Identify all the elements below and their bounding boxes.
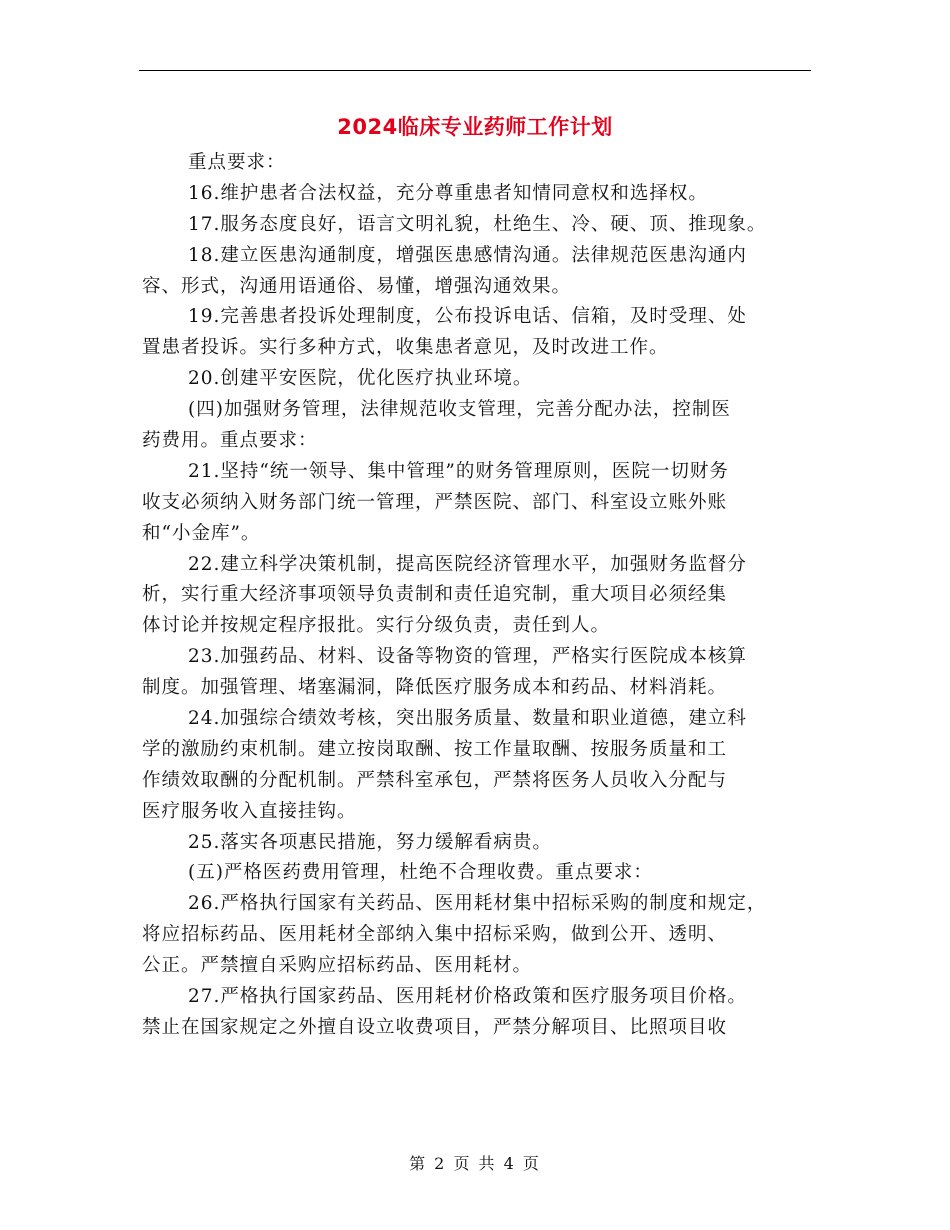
page-number-footer: 第 2 页 共 4 页 bbox=[409, 1154, 541, 1173]
body-line: 置患者投诉。实行多种方式，收集患者意见，及时改进工作。 bbox=[142, 337, 669, 359]
body-line: 16.维护患者合法权益，充分尊重患者知情同意权和选择权。 bbox=[188, 182, 708, 204]
body-line: 药费用。重点要求： bbox=[142, 430, 318, 452]
body-line: 作绩效取酬的分配机制。严禁科室承包，严禁将医务人员收入分配与 bbox=[142, 769, 728, 791]
body-line: 学的激励约束机制。建立按岗取酬、按工作量取酬、按服务质量和工 bbox=[142, 738, 728, 760]
header-rule bbox=[139, 70, 811, 71]
document-title: 2024临床专业药师工作计划 bbox=[337, 115, 613, 139]
body-line: 18.建立医患沟通制度，增强医患感情沟通。法律规范医患沟通内 bbox=[188, 244, 747, 266]
body-line: 21.坚持“统一领导、集中管理”的财务管理原则，医院一切财务 bbox=[188, 460, 729, 482]
body-line: 26.严格执行国家有关药品、医用耗材集中招标采购的制度和规定， bbox=[188, 893, 767, 915]
body-line: 析，实行重大经济事项领导负责制和责任追究制，重大项目必须经集 bbox=[142, 584, 728, 606]
body-line: 17.服务态度良好，语言文明礼貌，杜绝生、冷、硬、顶、推现象。 bbox=[188, 213, 767, 235]
body-line: 体讨论并按规定程序报批。实行分级负责，责任到人。 bbox=[142, 615, 611, 637]
body-line: (四)加强财务管理，法律规范收支管理，完善分配办法，控制医 bbox=[188, 399, 731, 421]
body-line: 27.严格执行国家药品、医用耗材价格政策和医疗服务项目价格。 bbox=[188, 986, 747, 1008]
body-line: 和“小金库”。 bbox=[142, 522, 261, 544]
body-line: 重点要求： bbox=[188, 152, 286, 173]
body-line: 24.加强综合绩效考核，突出服务质量、数量和职业道德，建立科 bbox=[188, 708, 747, 730]
document-body bbox=[142, 148, 814, 1044]
body-line: 22.建立科学决策机制，提高医院经济管理水平，加强财务监督分 bbox=[188, 553, 747, 575]
body-line: 收支必须纳入财务部门统一管理，严禁医院、部门、科室设立账外账 bbox=[142, 491, 728, 513]
body-line: 禁止在国家规定之外擅自设立收费项目，严禁分解项目、比照项目收 bbox=[142, 1016, 728, 1038]
body-line: 19.完善患者投诉处理制度，公布投诉电话、信箱，及时受理、处 bbox=[188, 306, 747, 328]
body-line: 20.创建平安医院，优化医疗执业环境。 bbox=[188, 368, 533, 390]
body-line: 医疗服务收入直接挂钩。 bbox=[142, 800, 357, 822]
body-line: 25.落实各项惠民措施，努力缓解看病贵。 bbox=[188, 831, 552, 853]
body-line: 公正。严禁擅自采购应招标药品、医用耗材。 bbox=[142, 955, 533, 977]
body-line: 将应招标药品、医用耗材全部纳入集中招标采购，做到公开、透明、 bbox=[142, 924, 728, 946]
body-line: 容、形式，沟通用语通俗、易懂，增强沟通效果。 bbox=[142, 275, 572, 297]
body-line: (五)严格医药费用管理，杜绝不合理收费。重点要求： bbox=[188, 862, 653, 884]
body-line: 制度。加强管理、堵塞漏洞，降低医疗服务成本和药品、材料消耗。 bbox=[142, 677, 728, 699]
body-line: 23.加强药品、材料、设备等物资的管理，严格实行医院成本核算 bbox=[188, 646, 747, 668]
